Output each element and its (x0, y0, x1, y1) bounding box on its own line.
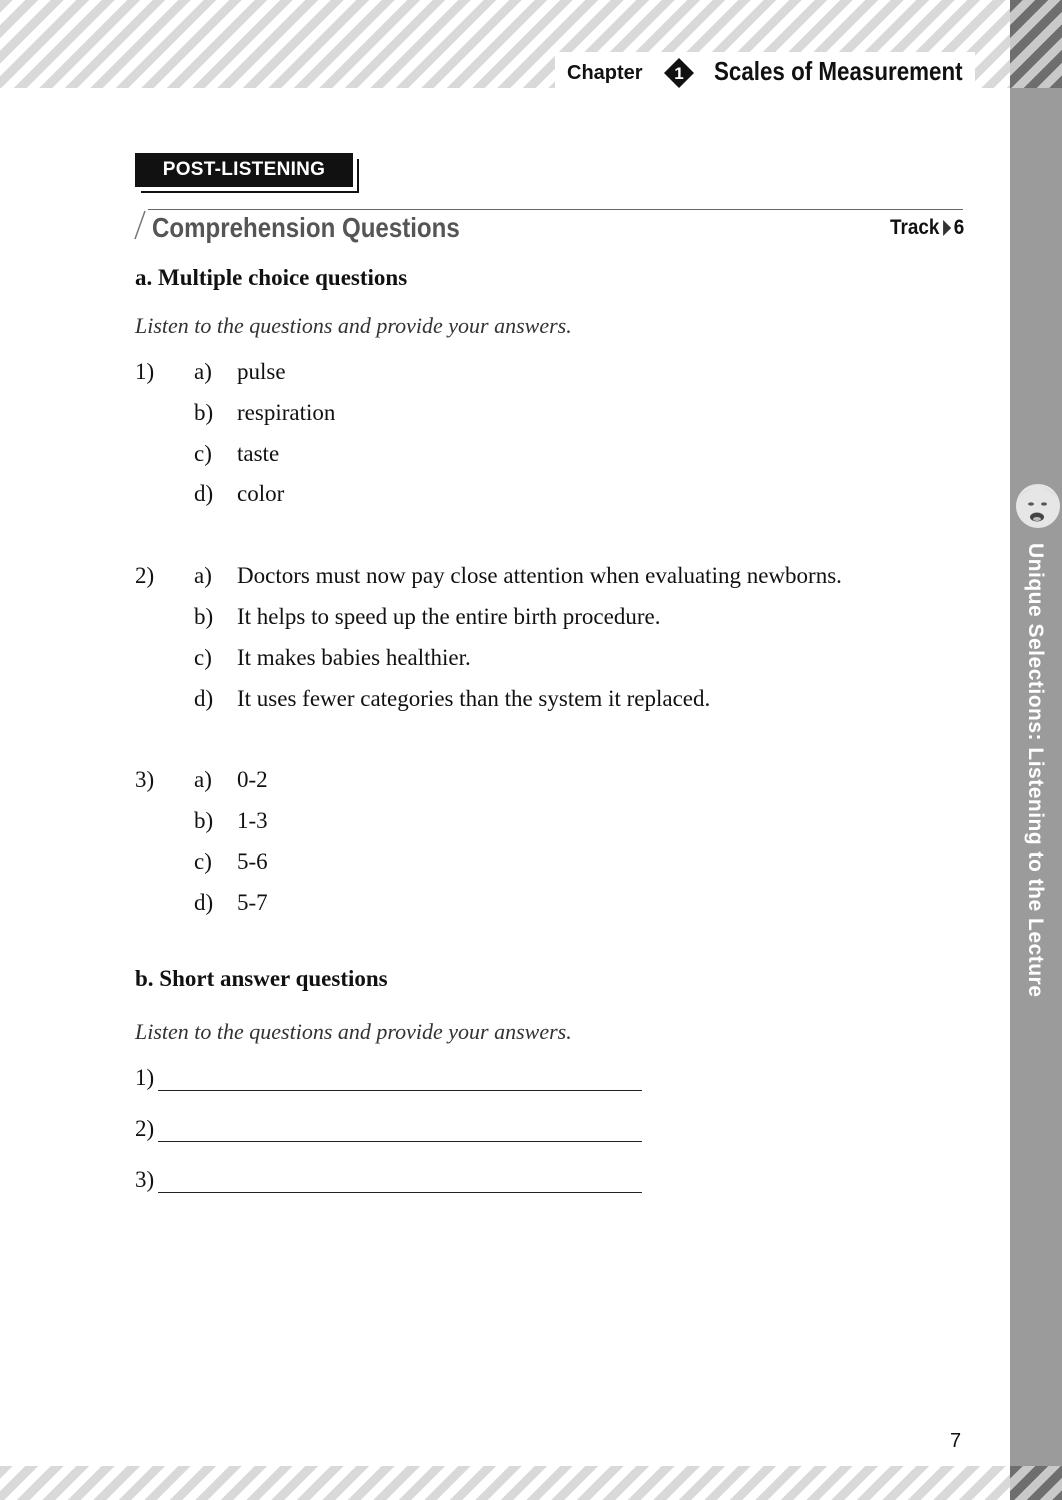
option-letter: a) (194, 563, 212, 588)
option-text: taste (237, 441, 280, 466)
short-answer-row (135, 1116, 642, 1142)
option-letter: d) (194, 481, 214, 506)
option-text: 1-3 (237, 808, 268, 833)
chapter-title: Scales of Measurement (714, 56, 963, 86)
side-tab-bottom-stripe (1010, 1466, 1062, 1500)
part-b-instructions: Listen to the questions and provide your answers. (135, 1019, 572, 1044)
part-a-heading: a. Multiple choice questions (135, 265, 408, 290)
chapter-number: 1 (674, 64, 684, 83)
short-answer-number: 2) (135, 1116, 155, 1141)
question-number: 3) (135, 767, 155, 792)
section-title: Comprehension Questions (152, 212, 460, 243)
option-letter: c) (194, 645, 212, 670)
option-text: color (237, 481, 285, 506)
short-answer-row (135, 1065, 642, 1091)
track-label: Track (890, 216, 940, 239)
option-letter: d) (194, 686, 214, 711)
section-rule (148, 209, 963, 210)
option-text: 0-2 (237, 767, 268, 792)
option-letter: b) (194, 604, 214, 629)
answer-blank[interactable] (158, 1172, 642, 1193)
sidebar-book-title: Unique Selections: Listening to the Lecture (1024, 543, 1047, 998)
question-number: 2) (135, 563, 155, 588)
post-listening-tag: POST-LISTENING (135, 153, 353, 187)
play-triangle-icon (943, 220, 951, 236)
option-letter: b) (194, 400, 214, 425)
option-text: 5-6 (237, 849, 268, 874)
side-tab-top-stripe (1010, 0, 1062, 88)
chapter-label: Chapter (567, 62, 643, 84)
option-text: It makes babies healthier. (237, 645, 471, 670)
bottom-stripe-border (0, 1466, 1010, 1500)
option-text: respiration (237, 400, 336, 425)
option-text: It helps to speed up the entire birth procedure. (237, 604, 661, 629)
answer-blank[interactable] (158, 1121, 642, 1142)
page-number: 7 (950, 1430, 962, 1452)
baby-photo-icon (1010, 476, 1062, 534)
title-slash-ornament (133, 210, 147, 240)
option-text: Doctors must now pay close attention when evaluating newborns. (237, 563, 842, 588)
short-answer-row (135, 1167, 642, 1193)
short-answer-number: 1) (135, 1065, 155, 1090)
option-text: It uses fewer categories than the system it replaced. (237, 686, 711, 711)
part-b-heading: b. Short answer questions (135, 966, 388, 991)
option-letter: b) (194, 808, 214, 833)
part-a-instructions: Listen to the questions and provide your answers. (135, 313, 572, 338)
option-text: 5-7 (237, 890, 268, 915)
option-letter: c) (194, 441, 212, 466)
option-letter: a) (194, 359, 212, 384)
short-answer-number: 3) (135, 1167, 155, 1192)
question-number: 1) (135, 359, 155, 384)
option-letter: d) (194, 890, 214, 915)
answer-blank[interactable] (158, 1070, 642, 1091)
option-text: pulse (237, 359, 286, 384)
option-letter: c) (194, 849, 212, 874)
track-number: 6 (953, 216, 965, 239)
option-letter: a) (194, 767, 212, 792)
track-indicator (890, 216, 964, 240)
chapter-number-badge (664, 58, 694, 88)
